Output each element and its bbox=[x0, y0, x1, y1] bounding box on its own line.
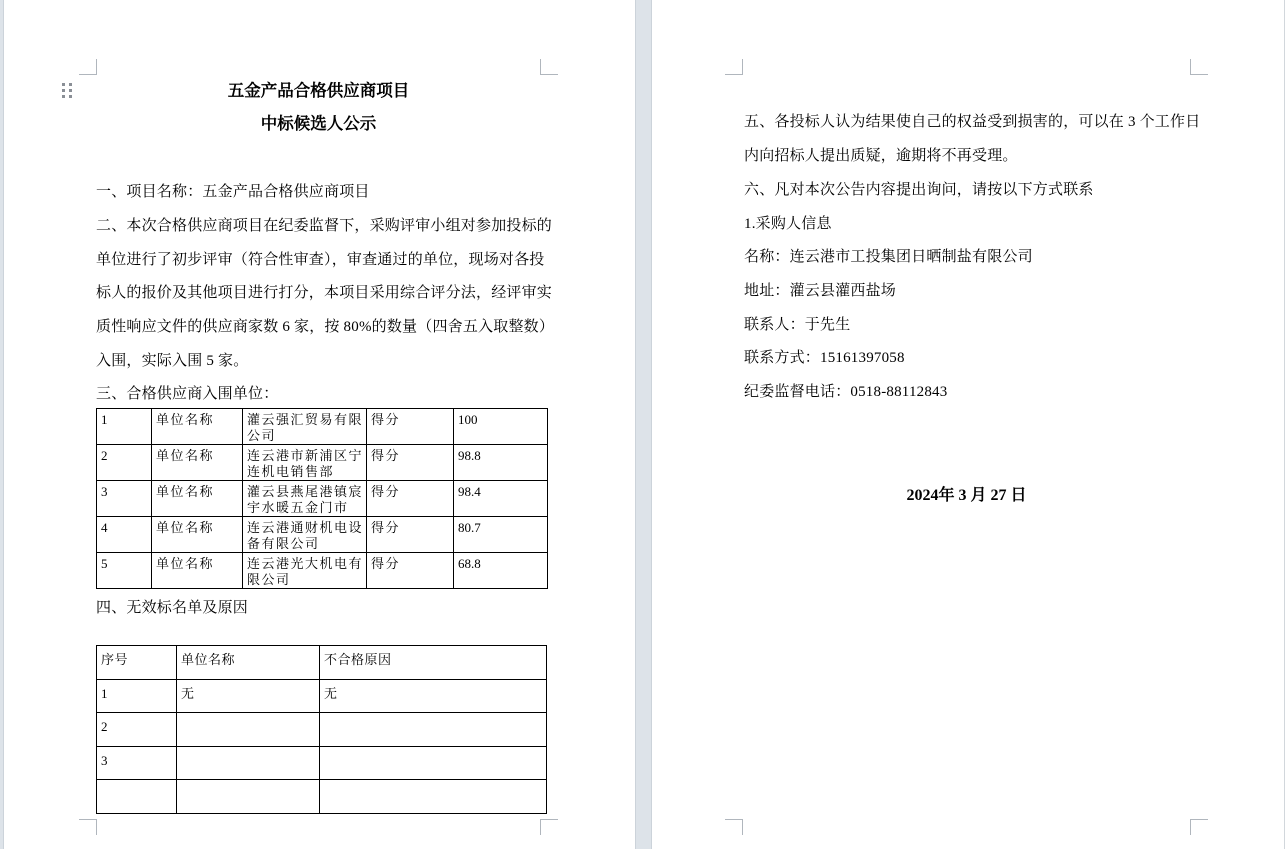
unit-name-cell: 无 bbox=[177, 679, 320, 713]
table-row bbox=[97, 409, 548, 445]
body-line: 联系人：于先生 bbox=[744, 317, 851, 333]
doc-title-line-2: 中标候选人公示 bbox=[260, 114, 377, 133]
seq-cell: 5 bbox=[97, 553, 152, 589]
table-row bbox=[97, 780, 547, 814]
unit-label-cell: 单位名称 bbox=[152, 553, 243, 589]
table-header-row bbox=[97, 646, 547, 680]
body-line: 内向招标人提出质疑，逾期将不再受理。 bbox=[744, 148, 1018, 164]
unit-label-cell: 单位名称 bbox=[152, 409, 243, 445]
header-cell: 序号 bbox=[97, 646, 177, 680]
score-label-cell: 得分 bbox=[367, 445, 454, 481]
body-line: 标人的报价及其他项目进行打分，本项目采用综合评分法，经评审实 bbox=[96, 285, 553, 301]
table-row bbox=[97, 679, 547, 713]
crop-mark-top-right bbox=[1190, 59, 1208, 75]
company-cell: 灌云县燕尾港镇宸宇水暖五金门市 bbox=[243, 481, 367, 517]
header-cell: 单位名称 bbox=[177, 646, 320, 680]
page-2[interactable] bbox=[652, 0, 1284, 849]
score-cell: 100 bbox=[454, 409, 548, 445]
body-line: 入围，实际入围 5 家。 bbox=[96, 353, 249, 369]
score-label-cell: 得分 bbox=[367, 553, 454, 589]
crop-mark-top-right bbox=[540, 59, 558, 75]
page-gap bbox=[635, 0, 652, 849]
header-cell: 不合格原因 bbox=[320, 646, 547, 680]
body-line: 五、各投标人认为结果使自己的权益受到损害的，可以在 3 个工作日 bbox=[744, 114, 1201, 130]
company-cell: 连云港市新浦区宁连机电销售部 bbox=[243, 445, 367, 481]
table-row bbox=[97, 517, 548, 553]
body-line: 单位进行了初步评审（符合性审查），审查通过的单位，现场对各投 bbox=[96, 252, 545, 268]
document-date: 2024年 3 月 27 日 bbox=[906, 487, 1027, 504]
table-row bbox=[97, 746, 547, 780]
section-heading: 四、无效标名单及原因 bbox=[96, 600, 249, 616]
doc-title-line-1: 五金产品合格供应商项目 bbox=[227, 81, 410, 100]
score-cell: 80.7 bbox=[454, 517, 548, 553]
score-label-cell: 得分 bbox=[367, 409, 454, 445]
reason-cell: 无 bbox=[320, 679, 547, 713]
reason-cell bbox=[320, 713, 547, 747]
window-edge-line bbox=[1284, 0, 1285, 849]
score-cell: 98.8 bbox=[454, 445, 548, 481]
reason-cell bbox=[320, 746, 547, 780]
company-cell: 连云港光大机电有限公司 bbox=[243, 553, 367, 589]
body-line: 名称：连云港市工投集团日晒制盐有限公司 bbox=[744, 249, 1033, 265]
score-label-cell: 得分 bbox=[367, 517, 454, 553]
table-row bbox=[97, 553, 548, 589]
reason-cell bbox=[320, 780, 547, 814]
unit-name-cell bbox=[177, 713, 320, 747]
unit-label-cell: 单位名称 bbox=[152, 481, 243, 517]
score-cell: 68.8 bbox=[454, 553, 548, 589]
seq-cell: 4 bbox=[97, 517, 152, 553]
suppliers-score-table bbox=[96, 408, 548, 589]
body-line: 联系方式：15161397058 bbox=[744, 350, 905, 366]
score-label-cell: 得分 bbox=[367, 481, 454, 517]
body-line: 六、凡对本次公告内容提出询问，请按以下方式联系 bbox=[744, 182, 1094, 198]
body-line: 地址：灌云县灌西盐场 bbox=[744, 283, 897, 299]
company-cell: 连云港通财机电设备有限公司 bbox=[243, 517, 367, 553]
table-row bbox=[97, 713, 547, 747]
seq-cell: 3 bbox=[97, 481, 152, 517]
seq-cell: 3 bbox=[97, 746, 177, 780]
body-line: 一、项目名称：五金产品合格供应商项目 bbox=[96, 184, 370, 200]
body-line: 二、本次合格供应商项目在纪委监督下，采购评审小组对参加投标的 bbox=[96, 218, 553, 234]
seq-cell: 2 bbox=[97, 713, 177, 747]
table-row bbox=[97, 445, 548, 481]
body-line: 质性响应文件的供应商家数 6 家，按 80%的数量（四舍五入取整数） bbox=[96, 319, 555, 335]
drag-handle-icon[interactable] bbox=[62, 83, 74, 99]
seq-cell: 1 bbox=[97, 679, 177, 713]
crop-mark-bottom-left bbox=[725, 819, 743, 835]
body-line: 纪委监督电话：0518-88112843 bbox=[744, 384, 948, 400]
company-cell: 灌云强汇贸易有限公司 bbox=[243, 409, 367, 445]
body-line: 三、合格供应商入围单位： bbox=[96, 386, 279, 402]
page-1[interactable] bbox=[4, 0, 635, 849]
seq-cell: 2 bbox=[97, 445, 152, 481]
crop-mark-bottom-right bbox=[540, 819, 558, 835]
seq-cell bbox=[97, 780, 177, 814]
unit-label-cell: 单位名称 bbox=[152, 445, 243, 481]
crop-mark-bottom-left bbox=[79, 819, 97, 835]
crop-mark-top-left bbox=[725, 59, 743, 75]
unit-label-cell: 单位名称 bbox=[152, 517, 243, 553]
unit-name-cell bbox=[177, 746, 320, 780]
unit-name-cell bbox=[177, 780, 320, 814]
table-row bbox=[97, 481, 548, 517]
crop-mark-bottom-right bbox=[1190, 819, 1208, 835]
score-cell: 98.4 bbox=[454, 481, 548, 517]
invalid-bids-table bbox=[96, 645, 547, 814]
body-line: 1.采购人信息 bbox=[744, 216, 832, 232]
crop-mark-top-left bbox=[79, 59, 97, 75]
seq-cell: 1 bbox=[97, 409, 152, 445]
